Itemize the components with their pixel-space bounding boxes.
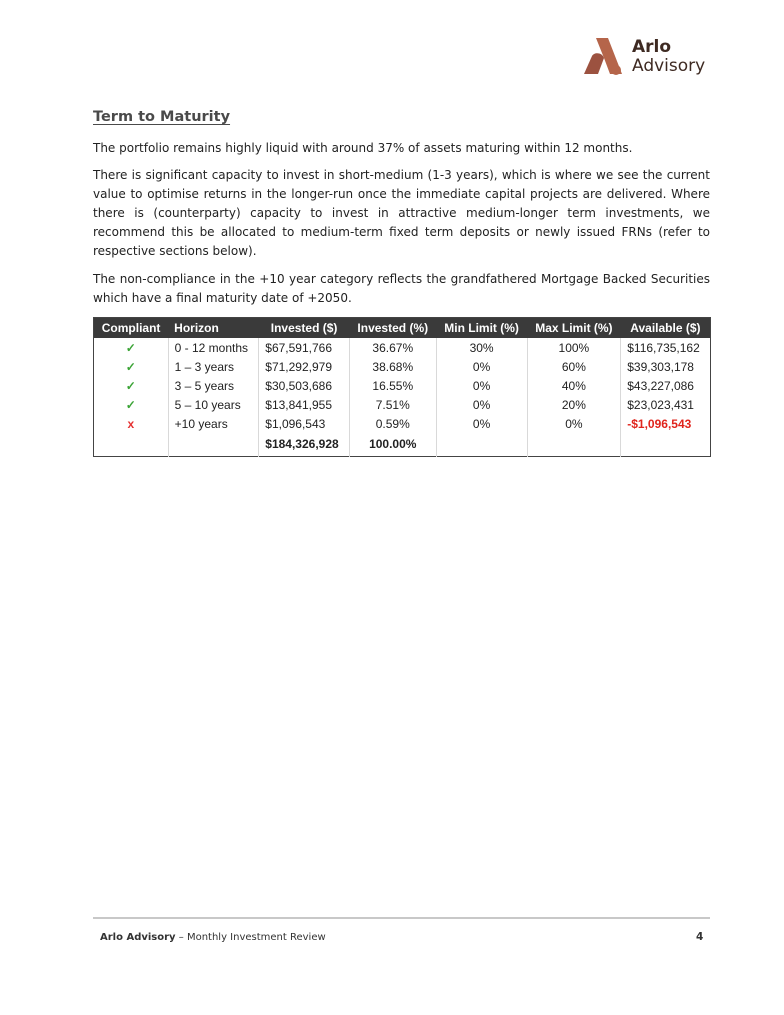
table-row — [94, 357, 711, 376]
compliant-tick-icon: ✓ — [125, 359, 136, 374]
compliant-tick-icon: ✓ — [125, 340, 136, 355]
logo-text-line2: Advisory — [632, 56, 706, 76]
available-cell: $43,227,086 — [621, 376, 711, 395]
table-row — [94, 376, 711, 395]
col-header-invested-pct: Invested (%) — [349, 318, 436, 339]
available-cell: $116,735,162 — [621, 338, 711, 357]
available-cell: $23,023,431 — [621, 395, 711, 414]
non-compliant-cross-icon: x — [127, 416, 135, 431]
invested-pct-cell: 0.59% — [349, 414, 436, 433]
max-limit-cell: 100% — [527, 338, 621, 357]
table-header-row — [94, 318, 711, 339]
invested-cell: $67,591,766 — [259, 338, 350, 357]
invested-pct-cell: 7.51% — [349, 395, 436, 414]
max-limit-cell: 60% — [527, 357, 621, 376]
table-row — [94, 395, 711, 414]
total-invested-cell: $184,326,928 — [259, 433, 350, 457]
min-limit-cell: 30% — [436, 338, 527, 357]
paragraph-non-compliance: The non-compliance in the +10 year category reflects the grandfathered Mortgage Backed Securities which have a final maturity date of +2050. — [93, 272, 710, 305]
invested-pct-cell: 38.68% — [349, 357, 436, 376]
invested-cell: $30,503,686 — [259, 376, 350, 395]
col-header-min-limit: Min Limit (%) — [436, 318, 527, 339]
compliant-tick-icon: ✓ — [125, 378, 136, 393]
term-to-maturity-table — [93, 317, 711, 457]
arlo-logo-mark-icon — [582, 36, 626, 78]
horizon-cell: +10 years — [168, 414, 259, 433]
empty-cell — [621, 433, 711, 457]
max-limit-cell: 40% — [527, 376, 621, 395]
horizon-cell: 0 - 12 months — [168, 338, 259, 357]
available-cell-negative: -$1,096,543 — [621, 414, 711, 433]
empty-cell — [94, 433, 169, 457]
footer-document-label — [100, 932, 326, 943]
logo-wordmark — [632, 38, 705, 76]
section-heading: Term to Maturity — [93, 109, 231, 125]
total-invested-pct-cell: 100.00% — [349, 433, 436, 457]
col-header-available: Available ($) — [621, 318, 711, 339]
horizon-cell: 3 – 5 years — [168, 376, 259, 395]
page-number: 4 — [696, 931, 704, 943]
min-limit-cell: 0% — [436, 414, 527, 433]
empty-cell — [527, 433, 621, 457]
footer-company: Arlo Advisory — [100, 932, 176, 943]
table-row — [94, 338, 711, 357]
min-limit-cell: 0% — [436, 376, 527, 395]
logo-text-line1: Arlo — [632, 37, 672, 57]
col-header-invested: Invested ($) — [259, 318, 350, 339]
horizon-cell: 1 – 3 years — [168, 357, 259, 376]
footer-doc-title: – Monthly Investment Review — [178, 932, 326, 943]
max-limit-cell: 20% — [527, 395, 621, 414]
available-cell: $39,303,178 — [621, 357, 711, 376]
col-header-compliant: Compliant — [94, 318, 169, 339]
col-header-max-limit: Max Limit (%) — [527, 318, 621, 339]
invested-cell: $1,096,543 — [259, 414, 350, 433]
invested-pct-cell: 16.55% — [349, 376, 436, 395]
compliant-tick-icon: ✓ — [125, 397, 136, 412]
table-row — [94, 414, 711, 433]
paragraph-liquidity: The portfolio remains highly liquid with around 37% of assets maturing within 12 months. — [93, 141, 633, 155]
col-header-horizon: Horizon — [168, 318, 259, 339]
table-total-row — [94, 433, 711, 457]
arlo-advisory-logo — [582, 36, 712, 80]
empty-cell — [168, 433, 259, 457]
paragraph-capacity: There is significant capacity to invest in short-medium (1-3 years), which is where we see the current value to optimise returns in the longer-run once the immediate capital projects are delivered. Where there is (counterparty) capacity to invest in attractive medium-longer term investments, we recommend this be allocated to medium-term fixed term deposits or newly issued FRNs (refer to respective sections below). — [93, 168, 710, 258]
invested-pct-cell: 36.67% — [349, 338, 436, 357]
invested-cell: $13,841,955 — [259, 395, 350, 414]
min-limit-cell: 0% — [436, 357, 527, 376]
min-limit-cell: 0% — [436, 395, 527, 414]
max-limit-cell: 0% — [527, 414, 621, 433]
invested-cell: $71,292,979 — [259, 357, 350, 376]
horizon-cell: 5 – 10 years — [168, 395, 259, 414]
empty-cell — [436, 433, 527, 457]
footer-divider — [93, 917, 710, 919]
